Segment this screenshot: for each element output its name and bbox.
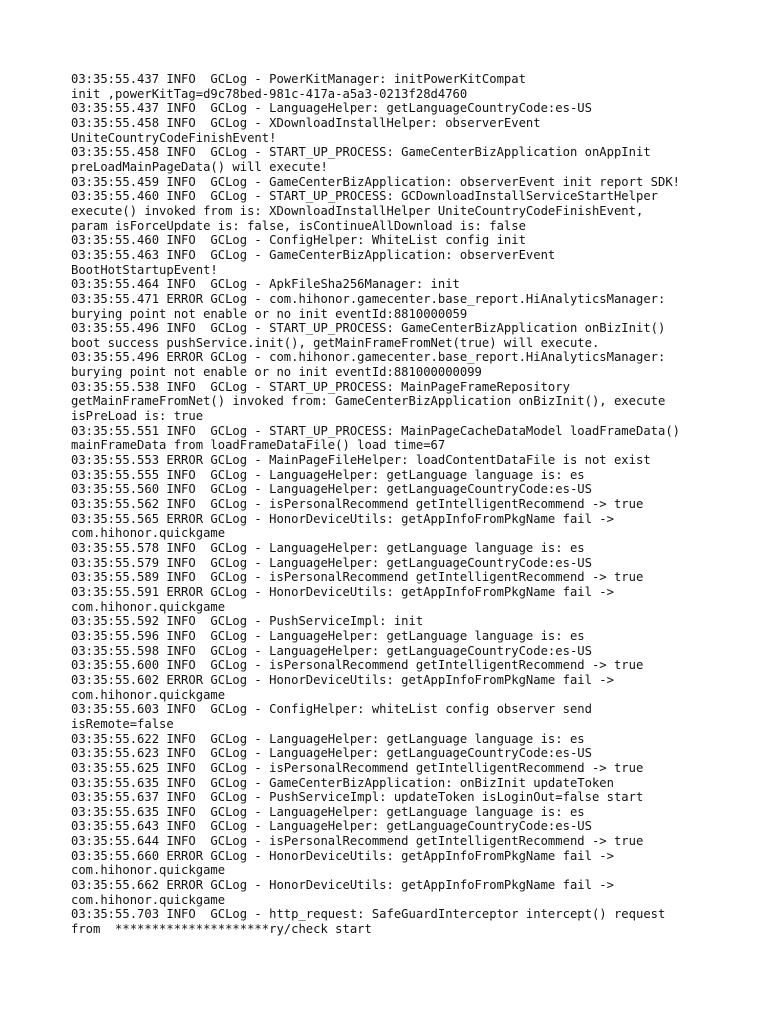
log-line: mainFrameData from loadFrameDataFile() load time=67 <box>71 438 446 453</box>
log-line: param isForceUpdate is: false, isContinueAllDownload is: false <box>71 218 526 233</box>
log-line: 03:35:55.471 ERROR GCLog - com.hihonor.gamecenter.base_report.HiAnalyticsManager: <box>71 291 666 306</box>
log-line: 03:35:55.660 ERROR GCLog - HonorDeviceUtils: getAppInfoFromPkgName fail -> <box>71 848 614 863</box>
log-line: 03:35:55.600 INFO GCLog - isPersonalRecommend getIntelligentRecommend -> true <box>71 658 644 673</box>
log-line: isPreLoad is: true <box>71 409 204 424</box>
log-line: com.hihonor.quickgame <box>71 599 226 614</box>
log-line: 03:35:55.602 ERROR GCLog - HonorDeviceUtils: getAppInfoFromPkgName fail -> <box>71 672 614 687</box>
log-line: 03:35:55.591 ERROR GCLog - HonorDeviceUtils: getAppInfoFromPkgName fail -> <box>71 584 614 599</box>
log-line: 03:35:55.565 ERROR GCLog - HonorDeviceUtils: getAppInfoFromPkgName fail -> <box>71 511 614 526</box>
log-line: com.hihonor.quickgame <box>71 687 226 702</box>
log-line: 03:35:55.637 INFO GCLog - PushServiceImpl: updateToken isLoginOut=false start <box>71 790 644 805</box>
log-line: 03:35:55.578 INFO GCLog - LanguageHelper: getLanguage language is: es <box>71 541 585 555</box>
log-line: from *********************ry/check start <box>71 922 372 937</box>
log-line: 03:35:55.598 INFO GCLog - LanguageHelper: getLanguageCountryCode:es-US <box>71 643 592 658</box>
log-line: preLoadMainPageData() will execute! <box>71 159 328 174</box>
log-document <box>71 72 711 937</box>
log-line: 03:35:55.555 INFO GCLog - LanguageHelper: getLanguage language is: es <box>71 467 585 482</box>
log-line: 03:35:55.596 INFO GCLog - LanguageHelper: getLanguage language is: es <box>71 628 585 643</box>
log-line: 03:35:55.459 INFO GCLog - GameCenterBizApplication: observerEvent init report SDK! <box>71 174 681 189</box>
log-line: 03:35:55.623 INFO GCLog - LanguageHelper: getLanguageCountryCode:es-US <box>71 746 592 761</box>
log-line: isRemote=false <box>71 716 174 731</box>
log-line: 03:35:55.603 INFO GCLog - ConfigHelper: whiteList config observer send <box>71 702 592 717</box>
log-line: 03:35:55.460 INFO GCLog - START_UP_PROCESS: GCDownloadInstallServiceStartHelper <box>71 189 658 204</box>
log-line: 03:35:55.625 INFO GCLog - isPersonalRecommend getIntelligentRecommend -> true <box>71 760 644 775</box>
log-line: com.hihonor.quickgame <box>71 863 226 878</box>
log-line: 03:35:55.437 INFO GCLog - PowerKitManager: initPowerKitCompat <box>71 72 526 86</box>
log-line: 03:35:55.703 INFO GCLog - http_request: SafeGuardInterceptor intercept() request <box>71 907 666 922</box>
log-line: com.hihonor.quickgame <box>71 526 226 541</box>
log-line: 03:35:55.553 ERROR GCLog - MainPageFileHelper: loadContentDataFile is not exist <box>71 453 651 468</box>
log-line: execute() invoked from is: XDownloadInstallHelper UniteCountryCodeFinishEvent, <box>71 203 644 218</box>
log-line: 03:35:55.643 INFO GCLog - LanguageHelper: getLanguageCountryCode:es-US <box>71 819 592 834</box>
log-line: 03:35:55.458 INFO GCLog - START_UP_PROCESS: GameCenterBizApplication onAppInit <box>71 145 651 160</box>
log-line: 03:35:55.635 INFO GCLog - LanguageHelper: getLanguage language is: es <box>71 804 585 819</box>
log-line: burying point not enable or no init eventId:881000000099 <box>71 365 482 380</box>
log-line: init ,powerKitTag=d9c78bed-981c-417a-a5a3-0213f28d4760 <box>71 86 468 101</box>
log-line: 03:35:55.464 INFO GCLog - ApkFileSha256Manager: init <box>71 277 460 292</box>
log-line: 03:35:55.622 INFO GCLog - LanguageHelper: getLanguage language is: es <box>71 731 585 746</box>
log-line: 03:35:55.496 ERROR GCLog - com.hihonor.gamecenter.base_report.HiAnalyticsManager: <box>71 350 666 365</box>
log-line: com.hihonor.quickgame <box>71 892 226 907</box>
log-line: 03:35:55.592 INFO GCLog - PushServiceImpl: init <box>71 614 424 629</box>
log-line: burying point not enable or no init eventId:8810000059 <box>71 306 468 321</box>
log-line: getMainFrameFromNet() invoked from: GameCenterBizApplication onBizInit(), execute <box>71 394 666 409</box>
log-line: 03:35:55.560 INFO GCLog - LanguageHelper: getLanguageCountryCode:es-US <box>71 482 592 497</box>
log-line: 03:35:55.496 INFO GCLog - START_UP_PROCESS: GameCenterBizApplication onBizInit() <box>71 321 666 336</box>
log-line: 03:35:55.463 INFO GCLog - GameCenterBizApplication: observerEvent <box>71 247 556 262</box>
log-line: 03:35:55.662 ERROR GCLog - HonorDeviceUtils: getAppInfoFromPkgName fail -> <box>71 878 614 893</box>
log-line: 03:35:55.458 INFO GCLog - XDownloadInstallHelper: observerEvent <box>71 115 541 130</box>
log-line: 03:35:55.538 INFO GCLog - START_UP_PROCESS: MainPageFrameRepository <box>71 379 570 394</box>
log-line: UniteCountryCodeFinishEvent! <box>71 130 277 145</box>
log-line: 03:35:55.551 INFO GCLog - START_UP_PROCESS: MainPageCacheDataModel loadFrameData() <box>71 423 681 438</box>
log-line: 03:35:55.644 INFO GCLog - isPersonalRecommend getIntelligentRecommend -> true <box>71 834 644 849</box>
log-line: 03:35:55.562 INFO GCLog - isPersonalRecommend getIntelligentRecommend -> true <box>71 497 644 512</box>
log-line: boot success pushService.init(), getMainFrameFromNet(true) will execute. <box>71 335 600 350</box>
log-line: 03:35:55.579 INFO GCLog - LanguageHelper: getLanguageCountryCode:es-US <box>71 555 592 570</box>
log-line: 03:35:55.635 INFO GCLog - GameCenterBizApplication: onBizInit updateToken <box>71 775 614 790</box>
log-line: BootHotStartupEvent! <box>71 262 218 277</box>
log-line: 03:35:55.460 INFO GCLog - ConfigHelper: WhiteList config init <box>71 233 526 248</box>
log-line: 03:35:55.437 INFO GCLog - LanguageHelper: getLanguageCountryCode:es-US <box>71 101 592 116</box>
log-line: 03:35:55.589 INFO GCLog - isPersonalRecommend getIntelligentRecommend -> true <box>71 570 644 585</box>
